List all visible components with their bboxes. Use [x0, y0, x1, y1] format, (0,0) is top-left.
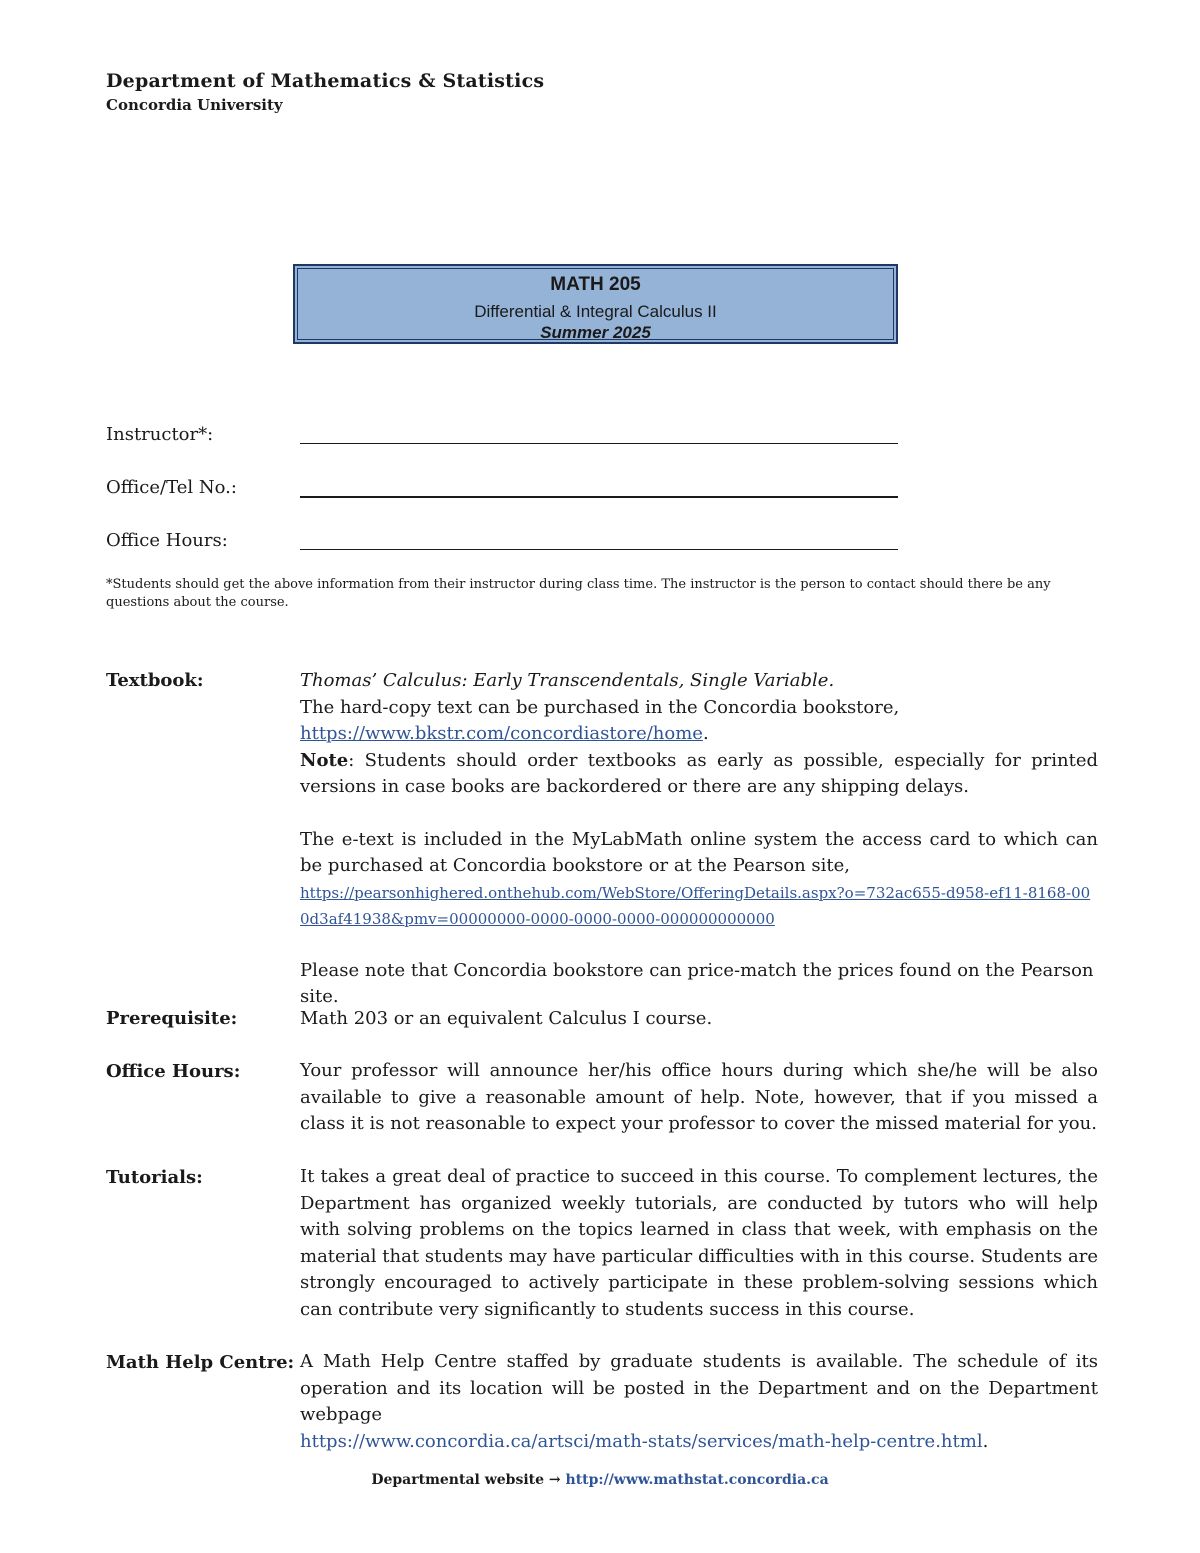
- prerequisite-text: Math 203 or an equivalent Calculus I course.: [300, 1008, 713, 1029]
- note-label: Note: [300, 749, 349, 771]
- office-hours-text: Your professor will announce her/his office hours during which she/he will be also available to give a reasonable amount of help. Note, however, that if you missed a class it is not reasonable to expect your professor to cover the missed material for you.: [300, 1060, 1098, 1134]
- hardcopy-text: The hard-copy text can be purchased in the Concordia bookstore,: [300, 696, 900, 718]
- office-tel-label: Office/Tel No.:: [106, 477, 237, 498]
- prerequisite-label: Prerequisite:: [106, 1008, 238, 1029]
- department-name: Department of Mathematics & Statistics: [106, 70, 545, 92]
- footnote: *Students should get the above information from their instructor during class time. The instructor is the person to contact should there be any questions about the course.: [106, 577, 1051, 610]
- note-text: : Students should order textbooks as early as possible, especially for printed versions in case books are backordered or there are any shipping delays.: [300, 749, 1098, 797]
- bookstore-link[interactable]: https://www.bkstr.com/concordiastore/home: [300, 723, 703, 744]
- pearson-link[interactable]: https://pearsonhighered.onthehub.com/WebStore/OfferingDetails.aspx?o=732ac655-d958-ef11-8168-000d3af41938&pmv=00000000-0000-0000-0000-000000000000: [300, 883, 1091, 928]
- office-tel-blank-line: [300, 496, 898, 498]
- department-website-link[interactable]: http://www.mathstat.concordia.ca: [565, 1472, 829, 1488]
- office-hours-field-label: Office Hours:: [106, 530, 228, 551]
- math-help-label: Math Help Centre:: [106, 1352, 295, 1373]
- course-code: MATH 205: [550, 274, 641, 295]
- office-hours-label: Office Hours:: [106, 1061, 241, 1082]
- university-name: Concordia University: [106, 96, 283, 114]
- etext-text: The e-text is included in the MyLabMath online system the access card to which can be purchased at Concordia bookstore or at the Pearson site,: [300, 828, 1098, 876]
- tutorials-label: Tutorials:: [106, 1167, 203, 1188]
- office-hours-blank-line: [300, 549, 898, 550]
- course-title-box: [293, 264, 898, 344]
- textbook-label: Textbook:: [106, 670, 204, 691]
- math-help-section: [300, 1349, 1098, 1455]
- footer-label: Departmental website: [371, 1472, 545, 1488]
- period: .: [982, 1430, 989, 1452]
- instructor-blank-line: [300, 443, 898, 444]
- price-match-text: Please note that Concordia bookstore can price-match the prices found on the Pearson site.: [300, 959, 1094, 1007]
- math-help-link[interactable]: https://www.concordia.ca/artsci/math-stats/services/math-help-centre.html: [300, 1430, 983, 1452]
- tutorials-text: It takes a great deal of practice to succeed in this course. To complement lectures, the Department has organized weekly tutorials, are conducted by tutors who will help with solving problems on the topics learned in class that week, with emphasis on the material that students may have particular difficulties with in this course. Students are strongly encouraged to actively participate in these problem-solving sessions which can contribute very significantly to students success in this course.: [300, 1166, 1098, 1320]
- period: .: [702, 723, 709, 744]
- math-help-text: A Math Help Centre staffed by graduate students is available. The schedule of its operation and its location will be posted in the Department and on the Department webpage: [300, 1351, 1098, 1425]
- instructor-label: Instructor*:: [106, 424, 214, 445]
- textbook-section: [300, 668, 1098, 1011]
- textbook-title: Thomas’ Calculus: Early Transcendentals, Single Variable.: [300, 670, 835, 691]
- arrow-icon: →: [548, 1472, 561, 1488]
- footer: [0, 1472, 1200, 1488]
- course-term: Summer 2025: [540, 323, 651, 342]
- course-name: Differential & Integral Calculus II: [474, 302, 717, 321]
